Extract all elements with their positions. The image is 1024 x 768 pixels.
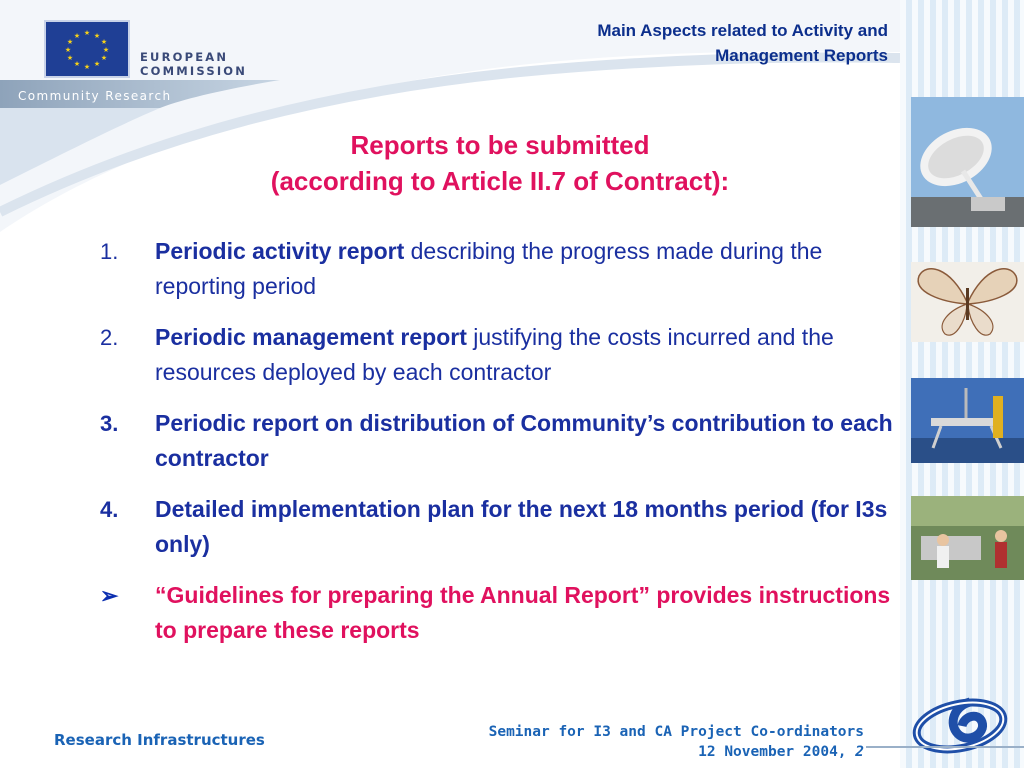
footer-divider xyxy=(866,746,1024,748)
list-item-bold: Periodic activity report xyxy=(155,238,405,264)
svg-text:★: ★ xyxy=(102,46,110,54)
list-marker: 2. xyxy=(100,325,119,350)
list-item-bold: Periodic management report xyxy=(155,324,467,350)
list-item xyxy=(100,578,900,648)
arrow-bullet-icon: ➢ xyxy=(100,583,119,608)
list-item xyxy=(100,320,900,390)
list-item xyxy=(100,492,900,562)
svg-text:★: ★ xyxy=(83,29,91,37)
laboratory-photo xyxy=(911,496,1024,580)
header-title-line1: Main Aspects related to Activity and xyxy=(597,21,888,40)
list-item-text: describing the progress made during the reporting period xyxy=(155,238,823,299)
svg-text:★: ★ xyxy=(100,54,108,62)
list-marker: 3. xyxy=(100,411,119,436)
svg-text:★: ★ xyxy=(64,46,72,54)
footer-right xyxy=(489,722,864,762)
logo-wordmark xyxy=(140,50,247,78)
radio-telescope-photo xyxy=(911,97,1024,227)
butterfly-photo xyxy=(911,262,1024,342)
svg-text:★: ★ xyxy=(66,54,74,62)
slide-title-line1: Reports to be submitted xyxy=(350,130,650,160)
svg-text:★: ★ xyxy=(100,38,108,46)
logo-line-commission: COMMISSION xyxy=(140,64,248,78)
eu-flag-icon xyxy=(44,20,130,78)
list-item-text: “Guidelines for preparing the Annual Report” provides instructions to prepare these reports xyxy=(155,582,891,643)
svg-text:★: ★ xyxy=(93,60,101,68)
header-title-line2: Management Reports xyxy=(715,46,888,65)
list-item xyxy=(100,234,900,304)
svg-text:★: ★ xyxy=(73,60,81,68)
european-commission-logo xyxy=(44,20,248,84)
page-number: 2 xyxy=(855,744,864,760)
svg-text:★: ★ xyxy=(93,32,101,40)
footer-left-label: Research Infrastructures xyxy=(54,731,265,749)
svg-text:★: ★ xyxy=(83,63,91,71)
list-item-text: Detailed implementation plan for the next 18 months period (for I3s only) xyxy=(155,496,888,557)
slide-title-line2: (according to Article II.7 of Contract): xyxy=(270,166,730,196)
svg-text:★: ★ xyxy=(73,32,81,40)
header-title xyxy=(468,18,888,68)
community-research-label: Community Research xyxy=(18,89,172,103)
list-item-text: justifying the costs incurred and the resources deployed by each contractor xyxy=(155,324,834,385)
slide-title xyxy=(140,127,860,199)
list-marker: 1. xyxy=(100,239,119,264)
list-marker: 4. xyxy=(100,497,119,522)
footer-date: 12 November 2004, xyxy=(698,744,856,760)
list-item-text: Periodic report on distribution of Community’s contribution to each contractor xyxy=(155,410,893,471)
footer-date-line xyxy=(489,742,864,762)
offshore-rig-photo xyxy=(911,378,1024,463)
footer-seminar-title: Seminar for I3 and CA Project Co-ordinators xyxy=(488,724,864,740)
report-list xyxy=(100,234,900,664)
logo-line-european: EUROPEAN xyxy=(140,50,229,64)
svg-text:★: ★ xyxy=(66,38,74,46)
list-item xyxy=(100,406,900,476)
